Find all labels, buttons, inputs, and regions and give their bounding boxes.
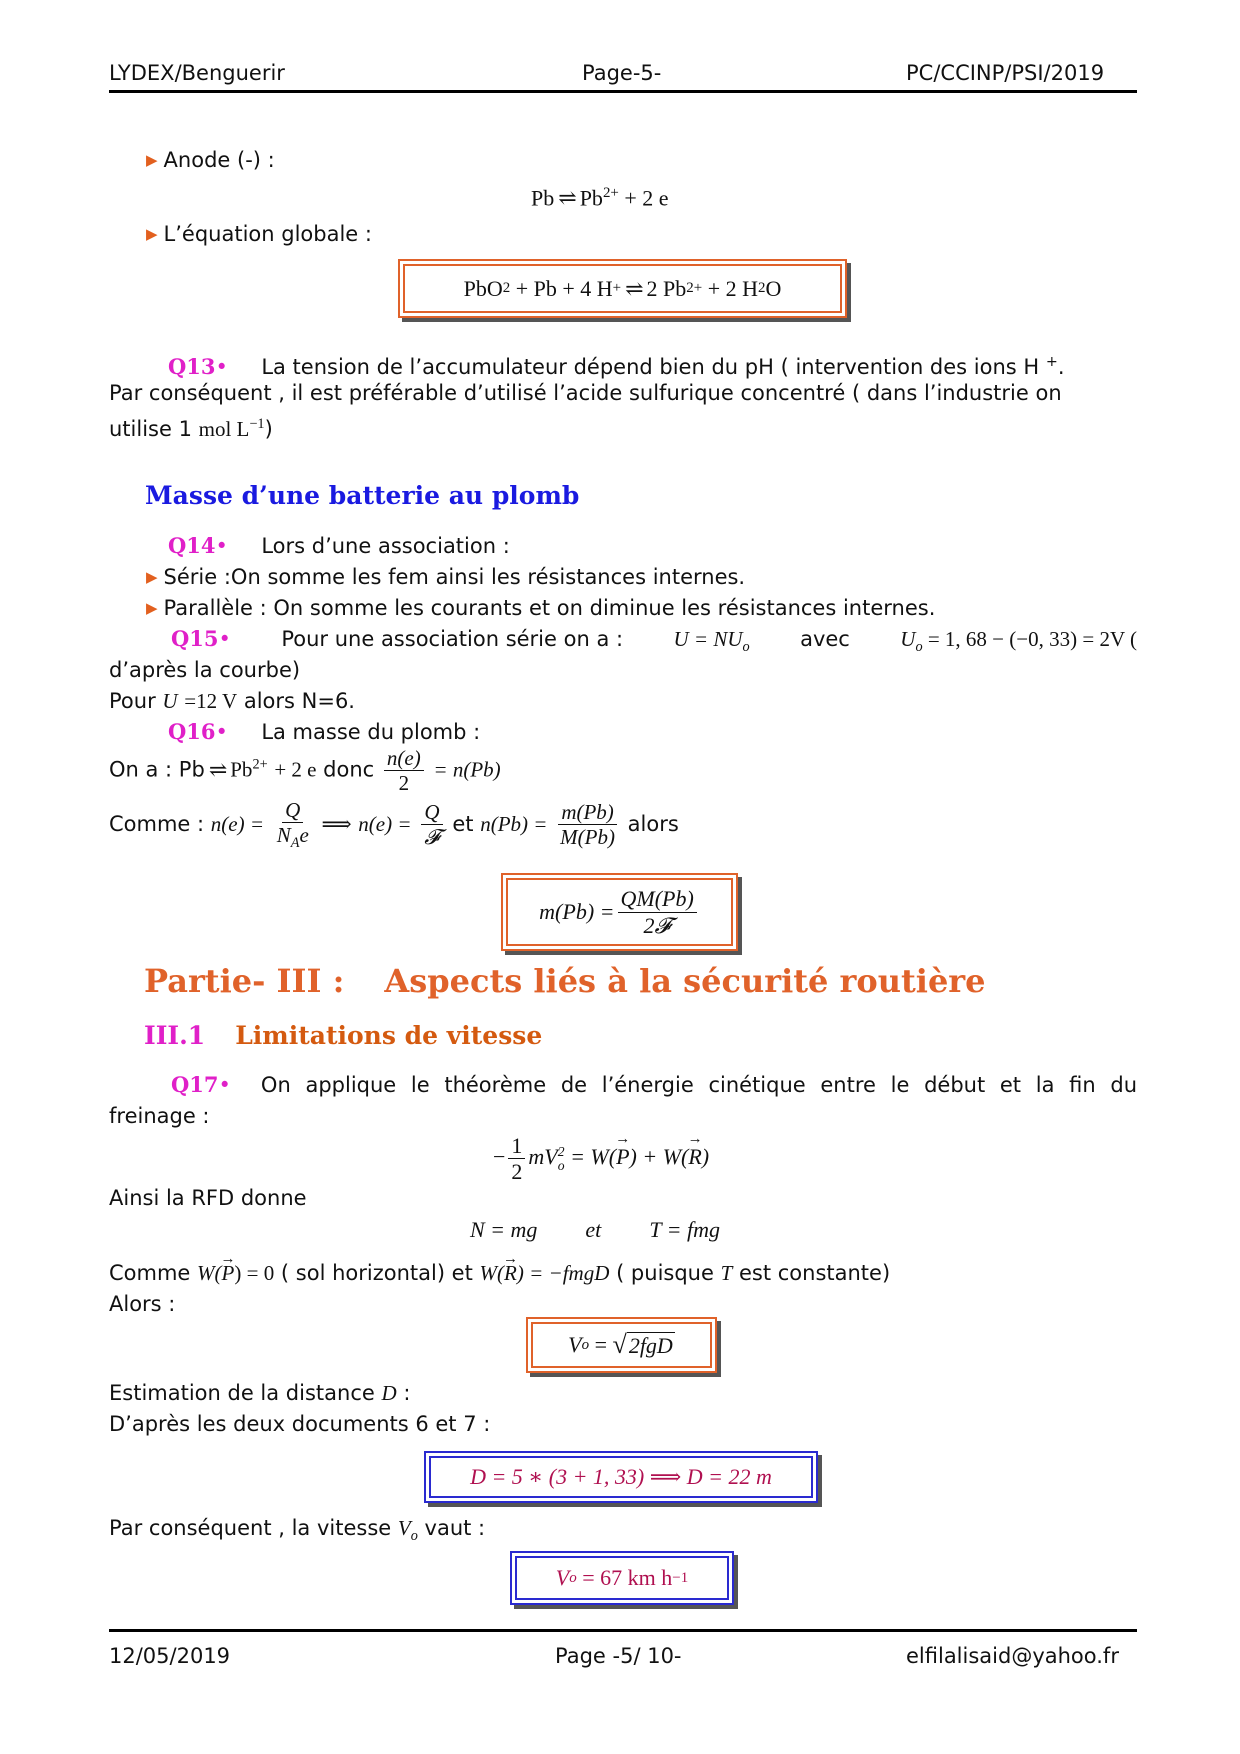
parallele-text: Parallèle : On somme les courants et on diminue les résistances internes. [163, 596, 936, 620]
q15-line3 [109, 686, 355, 716]
consequent-line [109, 1513, 485, 1551]
q17-head [171, 1070, 231, 1100]
speed-formula-box [526, 1317, 717, 1373]
q16-comme [109, 798, 679, 852]
formula-sub: o [410, 1528, 418, 1545]
parallele-item [146, 593, 935, 625]
frac-num: QM(Pb) [618, 886, 697, 912]
formula-text: D [381, 1381, 397, 1405]
q13-end: . [1057, 355, 1065, 379]
rfd-line: Ainsi la RFD donne [109, 1186, 307, 1210]
q17-text: On applique le théorème de l’énergie cinétique entre le début et la fin du [260, 1073, 1137, 1097]
anode-item [146, 145, 275, 177]
subsection-title: Limitations de vitesse [235, 1021, 543, 1050]
frac-den: 2 [398, 771, 410, 796]
q15-text: avec [800, 627, 850, 651]
frac-den-sub: A [290, 835, 300, 852]
q13-line3 [109, 409, 273, 444]
subsection-number: III.1 [144, 1021, 206, 1050]
formula-sub: o [742, 639, 750, 656]
frac-den-a: N [276, 823, 291, 848]
distance-box [424, 1451, 818, 1503]
q14-text: Lors d’une association : [261, 534, 510, 558]
vector-p: → P [616, 1144, 629, 1170]
formula-text: W( [197, 1261, 222, 1285]
footer-right: elfilalisaid@yahoo.fr [906, 1644, 1119, 1668]
eq-term: Pb [531, 185, 555, 211]
formula-sup: −1 [672, 1569, 689, 1586]
formula-sup: 2 [557, 1144, 565, 1160]
q16-ona [109, 746, 501, 795]
frac-den: 2 [511, 1159, 523, 1185]
bullet-triangle-icon: ▶ [146, 568, 158, 586]
formula-text: U [162, 689, 178, 713]
formula-text: V [555, 1565, 570, 1590]
formula-text: = n(Pb) [433, 757, 501, 782]
footer-rule [109, 1629, 1137, 1632]
fraction-ne-over-2 [384, 746, 424, 795]
formula-text: V [397, 1516, 411, 1540]
question-tag: Q14 [168, 533, 216, 558]
eq-sup: + [612, 280, 622, 296]
text: ( puisque [616, 1261, 714, 1285]
q15-formula2 [900, 624, 1137, 662]
eq-term: 2 Pb [646, 275, 687, 301]
formula-sub: o [569, 1569, 577, 1586]
formula-text: ) [701, 1143, 710, 1169]
formula-sub: o [557, 1157, 565, 1173]
fraction-one-half [508, 1133, 525, 1185]
q15-formula [674, 624, 750, 662]
frac-den-b: e [299, 823, 309, 848]
rfd-equation [470, 1215, 720, 1245]
formula-text: n(e) = [210, 811, 265, 836]
eq-term: Pb [579, 185, 603, 211]
formula-text: U = NU [673, 627, 743, 651]
frac-num: m(Pb) [558, 800, 616, 825]
equilibrium-arrow-icon: ⇌ [558, 185, 576, 211]
q16-text: et [452, 811, 474, 836]
q16-text: On a : Pb [109, 757, 205, 782]
q13-sup: + [1045, 354, 1058, 370]
q13-text: utilise 1 [109, 417, 199, 441]
implies-arrow-icon: ⟹ [321, 811, 352, 836]
formula-text: − [493, 1143, 506, 1169]
bullet-dot-icon: • [215, 720, 228, 744]
eq-term: PbO [463, 275, 503, 301]
text: est constante) [738, 1261, 891, 1285]
text: : [403, 1381, 411, 1405]
eq-term: + 2 e [274, 757, 317, 782]
q16-text: La masse du plomb : [261, 720, 481, 744]
bullet-dot-icon: • [218, 1073, 231, 1097]
q16-text: alors [627, 811, 679, 836]
sqrt-icon: √ [612, 1330, 627, 1359]
q13-line2: Par conséquent , il est préférable d’utilisé l’acide sulfurique concentré ( dans l’industrie on [109, 381, 1062, 405]
speed-formula [528, 1319, 715, 1371]
formula-text: ) = 0 [234, 1261, 275, 1285]
bullet-triangle-icon: ▶ [146, 225, 158, 243]
formula-sub: o [581, 1336, 590, 1353]
frac-den: M(Pb) [560, 825, 615, 850]
alors-line: Alors : [109, 1292, 176, 1316]
radicand: 2fgD [628, 1332, 673, 1358]
bullet-dot-icon: • [215, 355, 228, 379]
question-tag: Q15 [171, 626, 219, 651]
footer-left: 12/05/2019 [109, 1644, 231, 1668]
part-title: Aspects liés à la sécurité routière [384, 962, 986, 1000]
header-center: Page-5- [582, 61, 662, 85]
mass-result [503, 875, 736, 949]
formula-text: =12 V [184, 689, 238, 713]
q13-sup: −1 [249, 416, 265, 432]
formula-text: T = fmg [649, 1217, 720, 1242]
bullet-triangle-icon: ▶ [146, 151, 158, 169]
q14-line [168, 531, 510, 561]
anode-label: Anode (-) : [163, 148, 275, 172]
global-equation-box [398, 259, 847, 318]
work-r [480, 1261, 610, 1285]
q16-text: Comme : [109, 811, 205, 836]
q17-line2: freinage : [109, 1104, 210, 1128]
formula-text: m(Pb) = [539, 899, 615, 924]
frac-den [274, 823, 312, 852]
text: vaut : [424, 1516, 486, 1540]
part-heading [144, 961, 986, 1001]
equilibrium-arrow-icon: ⇌ [625, 275, 643, 301]
serie-item [146, 562, 745, 594]
eq-term: + 2 e [624, 185, 669, 211]
formula-text: = W( [570, 1143, 617, 1169]
formula-vo [397, 1516, 418, 1545]
bullet-triangle-icon: ▶ [146, 599, 158, 617]
docs-line: D’après les deux documents 6 et 7 : [109, 1412, 491, 1436]
q15-line2: d’après la courbe) [109, 658, 301, 682]
formula-text: n(e) = [358, 811, 412, 836]
part-label: Partie- III : [144, 962, 345, 1000]
q15-text: Pour [109, 689, 156, 713]
vector-r: → R [504, 1258, 517, 1288]
comme-line [109, 1258, 890, 1288]
formula-text: = 67 km h [582, 1565, 673, 1590]
fraction-qm-over-2f [618, 886, 697, 938]
formula-text: V [568, 1332, 582, 1357]
formula-text: = [594, 1332, 608, 1357]
speed-value-box [510, 1551, 734, 1605]
q16-text: donc [323, 757, 375, 782]
section-heading: Masse d’une batterie au plomb [145, 481, 580, 510]
fraction-q-over-f [421, 800, 443, 849]
speed-value [512, 1553, 732, 1603]
eq-term: O [765, 275, 782, 301]
formula-text: mV [528, 1143, 558, 1169]
eq-sup: 2+ [602, 185, 619, 201]
formula-text: ) + W( [629, 1143, 689, 1169]
header-left: LYDEX/Benguerir [109, 61, 285, 85]
work-p [197, 1261, 274, 1285]
footer-center: Page -5/ 10- [555, 1644, 682, 1668]
formula-sub: o [915, 639, 923, 656]
text: Estimation de la distance [109, 1381, 375, 1405]
serie-text: Série :On somme les fem ainsi les résistances internes. [163, 565, 746, 589]
eq-term: + 2 H [707, 275, 758, 301]
text: Par conséquent , la vitesse [109, 1516, 392, 1540]
formula-text: U [900, 627, 916, 651]
formula-text: N = mg [470, 1217, 538, 1242]
eq-term: + Pb + 4 H [515, 275, 613, 301]
q15-line1 [171, 624, 1137, 662]
equilibrium-arrow-icon: ⇌ [208, 756, 227, 782]
q13-text: La tension de l’accumulateur dépend bien du pH ( intervention des ions H [261, 355, 1040, 379]
frac-num: 1 [508, 1133, 525, 1159]
q15-text: alors N=6. [243, 689, 355, 713]
text: ( sol horizontal) et [280, 1261, 473, 1285]
fraction-q-over-nae [274, 798, 312, 852]
fraction-mpb-over-Mpb [557, 800, 618, 849]
frac-den: 2𝓕 [643, 912, 671, 938]
global-label: L’équation globale : [163, 222, 372, 246]
q16-line [168, 717, 480, 747]
q13-line1 [168, 347, 1065, 382]
estimation-line [109, 1378, 410, 1408]
eq-sup: 2+ [686, 280, 703, 296]
formula-text: W( [479, 1261, 505, 1285]
anode-equation [531, 178, 669, 213]
distance-result: D = 5 ∗ (3 + 1, 33) ⟹ D = 22 m [470, 1464, 772, 1489]
global-equation [400, 261, 845, 316]
vector-p: → P [222, 1258, 235, 1288]
q13-unit: mol L [198, 417, 250, 441]
bullet-dot-icon: • [218, 627, 231, 651]
mass-result-box [501, 873, 738, 951]
frac-num: n(e) [384, 746, 424, 771]
text: Comme [109, 1261, 191, 1285]
vector-r: → R [688, 1144, 701, 1170]
question-tag: Q17 [171, 1072, 219, 1097]
q13-text: ) [264, 417, 273, 441]
frac-den: 𝓕 [424, 825, 440, 850]
frac-num: Q [421, 800, 442, 825]
formula-text: T [720, 1261, 733, 1285]
question-tag: Q16 [168, 719, 216, 744]
eq-sub: 2 [502, 280, 511, 296]
q15-text: Pour une association série on a : [281, 627, 624, 651]
formula-text: = 1, 68 − (−0, 33) = 2V ( [927, 627, 1137, 651]
formula-text: et [585, 1217, 602, 1242]
header-right: PC/CCINP/PSI/2019 [906, 61, 1105, 85]
bullet-dot-icon: • [215, 534, 228, 558]
header-rule [109, 90, 1137, 93]
energy-equation [493, 1133, 709, 1185]
question-tag: Q13 [168, 354, 216, 379]
eq-sub: 2 [758, 280, 766, 296]
global-item [146, 219, 372, 251]
q17-line1 [171, 1070, 1137, 1100]
frac-num: Q [282, 798, 303, 823]
formula-text: n(Pb) = [480, 811, 548, 836]
eq-sup: 2+ [252, 756, 268, 773]
subsection-heading [144, 1018, 542, 1055]
formula-supsub [558, 1145, 565, 1172]
eq-term: Pb [230, 757, 253, 782]
formula-text: ) = −fmgD [516, 1261, 610, 1285]
